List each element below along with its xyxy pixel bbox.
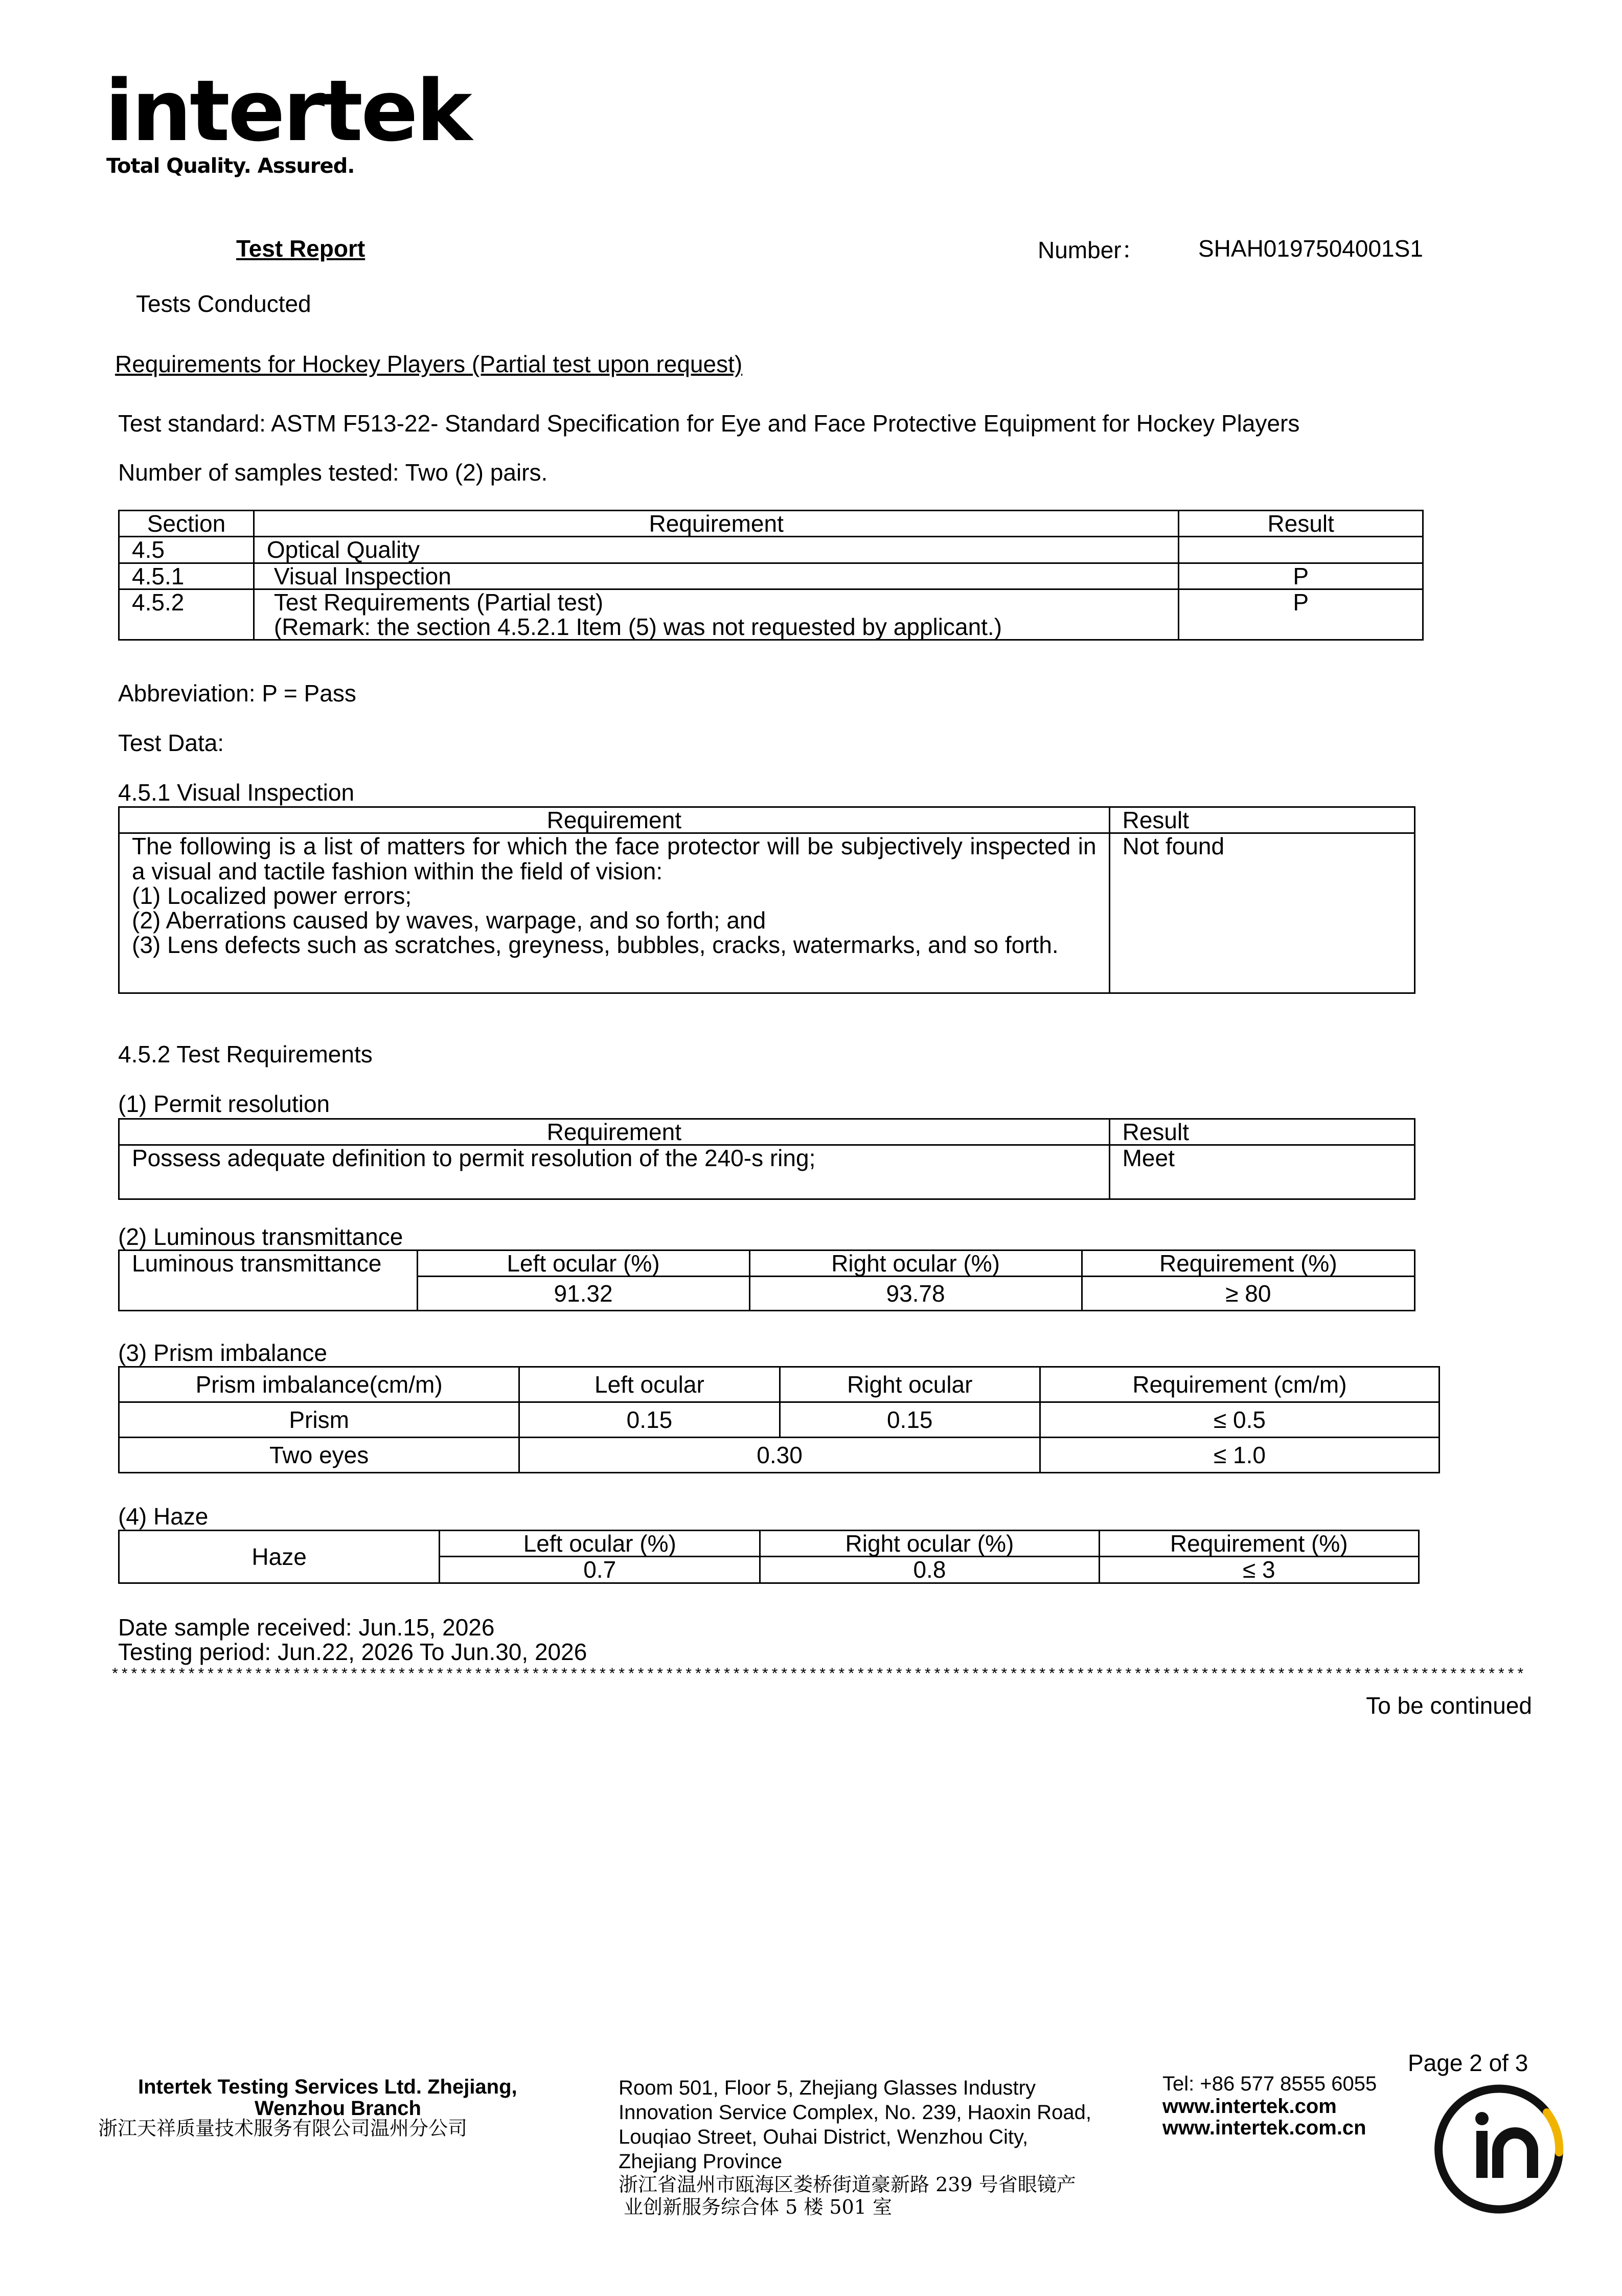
value-cell: 0.15 [780, 1402, 1040, 1438]
remark-text: (Remark: the section 4.5.2.1 Item (5) was not requested by applicant.) [273, 613, 1002, 641]
result-cell: Meet [1109, 1145, 1414, 1199]
header-cell: Requirement (cm/m) [1040, 1367, 1439, 1402]
header-cell: Right ocular [780, 1367, 1040, 1402]
prism-title: (3) Prism imbalance [118, 1339, 327, 1366]
permit-resolution-title: (1) Permit resolution [118, 1090, 330, 1117]
requirement-item: (1) Localized power errors; [132, 882, 412, 909]
value-cell: 0.30 [519, 1438, 1040, 1473]
header-cell: Left ocular [519, 1367, 780, 1402]
logo-tagline: Total Quality. Assured. [106, 154, 355, 178]
header-cell: Requirement [119, 1119, 1110, 1145]
testing-period: Testing period: Jun.22, 2026 To Jun.30, 2026 [118, 1639, 587, 1665]
separator-line: **************************************************************************************************************************************************** [110, 1668, 1526, 1683]
header-cell: Section [119, 511, 254, 537]
result-cell: Not found [1109, 833, 1414, 993]
requirements-heading: Requirements for Hockey Players (Partial test upon request) [115, 351, 743, 377]
header-cell: Left ocular (%) [417, 1251, 749, 1277]
footer-phone: Tel: +86 577 8555 6055 [1162, 2073, 1377, 2095]
company-branch: Wenzhou Branch [255, 2097, 421, 2120]
luminous-title: (2) Luminous transmittance [118, 1223, 403, 1250]
row-label-cell: Prism [119, 1402, 519, 1438]
footer-website[interactable]: www.intertek.com [1162, 2095, 1337, 2118]
company-name-cn: 浙江天祥质量技术服务有限公司温州分公司 [98, 2117, 468, 2140]
requirement-item: (3) Lens defects such as scratches, greyness, bubbles, cracks, watermarks, and so forth. [132, 931, 1059, 959]
address-line: Innovation Service Complex, No. 239, Haoxin Road, [619, 2101, 1091, 2124]
result-cell: P [1179, 589, 1423, 640]
test-requirements-title: 4.5.2 Test Requirements [118, 1041, 373, 1067]
header-cell: Requirement (%) [1099, 1531, 1419, 1557]
date-received: Date sample received: Jun.15, 2026 [118, 1614, 495, 1641]
table-row [119, 1531, 1419, 1557]
test-data-label: Test Data: [118, 730, 224, 756]
requirement-cell [119, 833, 1110, 993]
table-row [119, 1145, 1415, 1199]
table-row [119, 563, 1423, 589]
header-cell: Left ocular (%) [440, 1531, 760, 1557]
visual-inspection-title: 4.5.1 Visual Inspection [118, 779, 355, 806]
row-label-cell: Luminous transmittance [119, 1251, 418, 1311]
report-title: Test Report [236, 235, 365, 262]
table-row [119, 1367, 1440, 1402]
header-cell: Result [1109, 807, 1414, 833]
table-row [119, 537, 1423, 563]
requirement-cell: Optical Quality [254, 537, 1179, 563]
prism-table [118, 1366, 1440, 1473]
requirement-item: (2) Aberrations caused by waves, warpage, and so forth; and [132, 907, 766, 934]
header-cell: Requirement [254, 511, 1179, 537]
value-cell: ≤ 0.5 [1040, 1402, 1439, 1438]
section-cell: 4.5.1 [119, 563, 254, 589]
permit-resolution-table [118, 1118, 1415, 1200]
address-line: Louqiao Street, Ouhai District, Wenzhou City, [619, 2126, 1029, 2148]
result-cell: P [1179, 563, 1423, 589]
value-cell: ≤ 3 [1099, 1557, 1419, 1583]
header-cell: Right ocular (%) [760, 1531, 1099, 1557]
company-name: Intertek Testing Services Ltd. Zhejiang, [138, 2076, 517, 2098]
table-row [119, 1251, 1415, 1277]
result-cell [1179, 537, 1423, 563]
report-number-value: SHAH0197504001S1 [1198, 235, 1423, 262]
tests-conducted: Tests Conducted [136, 290, 311, 317]
value-cell: 0.15 [519, 1402, 780, 1438]
value-cell: ≥ 80 [1082, 1277, 1414, 1311]
header-cell: Prism imbalance(cm/m) [119, 1367, 519, 1402]
summary-table [118, 510, 1424, 641]
value-cell: 0.7 [440, 1557, 760, 1583]
section-cell: 4.5.2 [119, 589, 254, 640]
table-row [119, 1438, 1440, 1473]
row-label-cell: Two eyes [119, 1438, 519, 1473]
intertek-circle-logo [1431, 2081, 1574, 2224]
to-be-continued: To be continued [1366, 1692, 1532, 1719]
value-cell: 91.32 [417, 1277, 749, 1311]
requirement-cell [254, 589, 1179, 640]
table-row [119, 833, 1415, 993]
test-standard: Test standard: ASTM F513-22- Standard Specification for Eye and Face Protective Equipment for Hockey Players [118, 410, 1300, 437]
table-row [119, 589, 1423, 640]
address-line-cn: 业创新服务综合体 5 楼 501 室 [624, 2196, 893, 2218]
luminous-table [118, 1249, 1415, 1311]
value-cell: 93.78 [749, 1277, 1082, 1311]
table-row [119, 1119, 1415, 1145]
header-cell: Requirement [119, 807, 1110, 833]
section-cell: 4.5 [119, 537, 254, 563]
haze-table [118, 1530, 1420, 1584]
requirement-cell: Visual Inspection [254, 563, 1179, 589]
address-line-cn: 浙江省温州市瓯海区娄桥街道豪新路 239 号省眼镜产 [619, 2173, 1076, 2196]
table-row [119, 1402, 1440, 1438]
address-line: Zhejiang Province [619, 2150, 783, 2173]
row-label-cell: Haze [119, 1531, 440, 1583]
table-row [119, 807, 1415, 833]
header-cell: Requirement (%) [1082, 1251, 1414, 1277]
report-number-label: Number： [1038, 237, 1145, 263]
intertek-logo: intertek [105, 62, 470, 160]
requirement-text: Test Requirements (Partial test) [273, 588, 604, 616]
footer-website-cn[interactable]: www.intertek.com.cn [1162, 2117, 1366, 2139]
header-cell: Right ocular (%) [749, 1251, 1082, 1277]
samples-tested: Number of samples tested: Two (2) pairs. [118, 459, 548, 486]
page-number: Page 2 of 3 [1408, 2050, 1528, 2076]
abbreviation: Abbreviation: P = Pass [118, 680, 356, 707]
header-cell: Result [1179, 511, 1423, 537]
requirement-cell: Possess adequate definition to permit resolution of the 240-s ring; [119, 1145, 1110, 1199]
haze-title: (4) Haze [118, 1503, 209, 1530]
value-cell: ≤ 1.0 [1040, 1438, 1439, 1473]
address-line: Room 501, Floor 5, Zhejiang Glasses Industry [619, 2077, 1036, 2099]
visual-inspection-table [118, 806, 1415, 994]
header-cell: Result [1109, 1119, 1414, 1145]
requirement-intro: The following is a list of matters for which the face protector will be subjectively inspected in a visual and tactile fashion within the field of vision: [132, 833, 1096, 884]
table-row [119, 511, 1423, 537]
value-cell: 0.8 [760, 1557, 1099, 1583]
